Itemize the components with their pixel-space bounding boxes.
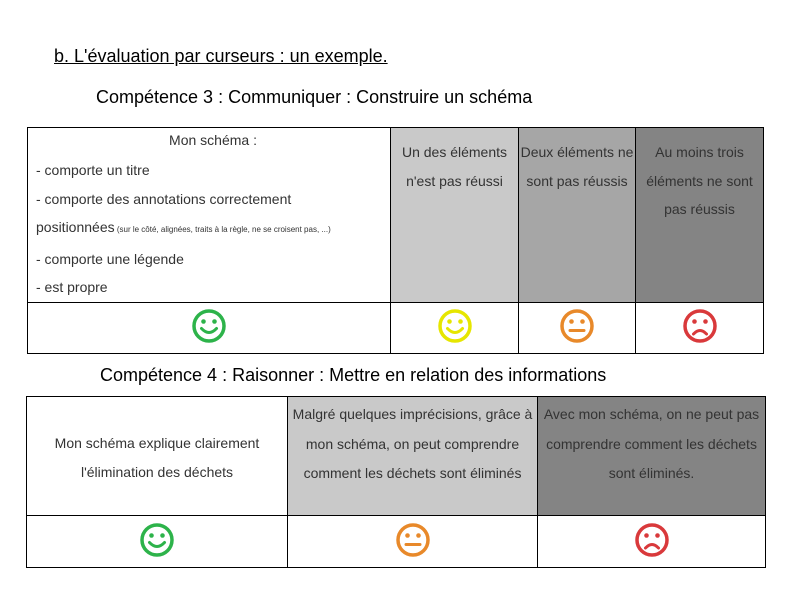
criteria-item: - comporte un titre xyxy=(36,162,150,178)
criteria-item: positionnées xyxy=(36,219,115,235)
criteria-note: (sur le côté, alignées, traits à la règle, ne se croisent pas, ...) xyxy=(114,225,331,234)
competence-3-title xyxy=(96,87,532,108)
smiley-happy-icon xyxy=(139,522,175,561)
face-cell xyxy=(519,302,636,353)
face-cell xyxy=(538,516,766,568)
competence-4-label: Compétence 4 : xyxy=(100,365,233,385)
page-heading: b. L'évaluation par curseurs : un exemple. xyxy=(54,46,388,66)
competence-4-name: Raisonner : Mettre en relation des informations xyxy=(232,365,607,385)
smiley-neutral-icon xyxy=(559,308,595,347)
face-cell xyxy=(27,516,288,568)
competence-4-title xyxy=(100,365,606,386)
criteria-item: - comporte une légende xyxy=(36,250,184,267)
criteria-title: Mon schéma : xyxy=(169,132,257,148)
face-cell xyxy=(391,302,519,353)
criteria-cell: Mon schéma explique clairement l'élimination des déchets xyxy=(27,397,288,516)
criteria-item: - est propre xyxy=(36,279,108,295)
level-2-cell: Deux éléments ne sont pas réussis xyxy=(519,128,636,303)
face-cell xyxy=(288,516,538,568)
level-1-cell: Malgré quelques imprécisions, grâce à mon schéma, on peut comprendre comment les déchets sont éliminés xyxy=(288,397,538,516)
criteria-item-with-note xyxy=(36,213,390,245)
smiley-neutral-icon xyxy=(395,522,431,561)
face-cell xyxy=(28,302,391,353)
level-1-cell: Un des éléments n'est pas réussi xyxy=(391,128,519,303)
criteria-cell xyxy=(28,128,391,303)
smiley-happy-icon xyxy=(437,308,473,347)
rubric-table-competence-3 xyxy=(27,127,764,354)
smiley-sad-icon xyxy=(634,522,670,561)
smiley-sad-icon xyxy=(682,308,718,347)
level-2-cell: Avec mon schéma, on ne peut pas comprendre comment les déchets sont éliminés. xyxy=(538,397,766,516)
criteria-item: - comporte des annotations correctement xyxy=(36,190,292,207)
level-3-cell: Au moins trois éléments ne sont pas réussis xyxy=(636,128,764,303)
face-cell xyxy=(636,302,764,353)
competence-3-name: Communiquer : Construire un schéma xyxy=(228,87,533,107)
smiley-happy-icon xyxy=(191,308,227,347)
rubric-table-competence-4 xyxy=(26,396,766,568)
competence-3-label: Compétence 3 : xyxy=(96,87,229,107)
